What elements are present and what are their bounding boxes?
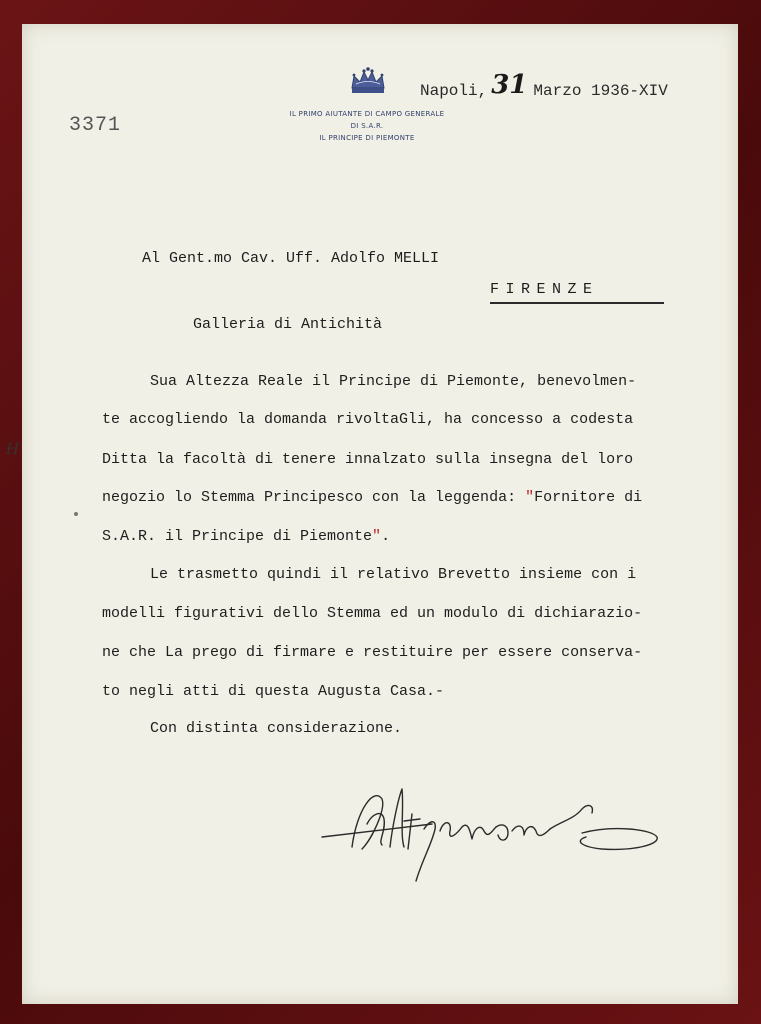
dateline [420, 72, 668, 102]
body-text: Fornitore di [534, 489, 643, 506]
document-number: 3371 [69, 114, 122, 137]
handwritten-signature [312, 769, 672, 889]
city-underline [490, 302, 664, 304]
recipient-name: Al Gent.mo Cav. Uff. Adolfo MELLI [142, 250, 440, 267]
letterhead-line-1: IL PRIMO AIUTANTE DI CAMPO GENERALE [289, 110, 445, 118]
recipient-city: FIRENZE [490, 281, 599, 298]
body-text: negozio lo Stemma Principesco con la leggenda: [102, 489, 526, 506]
recipient-business: Galleria di Antichità [193, 316, 383, 333]
letter-paper [22, 24, 738, 1004]
closing-line: Con distinta considerazione. [150, 720, 403, 737]
recipient-block [142, 204, 439, 380]
dateline-month-year: Marzo 1936-XIV [533, 82, 668, 100]
letterhead [242, 108, 492, 144]
body-text: S.A.R. il Principe di Piemonte [102, 528, 373, 545]
body-line: modelli figurativi dello Stemma ed un modulo di dichiarazio- [102, 605, 643, 622]
body-line [102, 488, 642, 508]
body-line: ne che La prego di firmare e restituire per essere conserva- [102, 644, 643, 661]
letterhead-line-3: IL PRINCIPE DI PIEMONTE [319, 134, 415, 142]
royal-crown-icon [348, 66, 388, 96]
dateline-day: 31 [491, 70, 528, 100]
body-line: te accogliendo la domanda rivoltaGli, ha concesso a codesta [102, 411, 634, 428]
margin-note: H [6, 440, 20, 458]
body-line [102, 527, 390, 547]
body-line: Sua Altezza Reale il Principe di Piemonte, benevolmen- [150, 373, 637, 390]
body-text: . [381, 528, 391, 545]
quote-mark: " [525, 489, 535, 506]
body-line: to negli atti di questa Augusta Casa.- [102, 683, 445, 700]
body-line: Le trasmetto quindi il relativo Brevetto insieme con i [150, 566, 637, 583]
margin-dot [74, 512, 78, 516]
letterhead-line-2: DI S.A.R. [350, 122, 384, 130]
dateline-city: Napoli, [420, 82, 488, 100]
body-line: Ditta la facoltà di tenere innalzato sulla insegna del loro [102, 451, 634, 468]
quote-mark: " [372, 528, 382, 545]
